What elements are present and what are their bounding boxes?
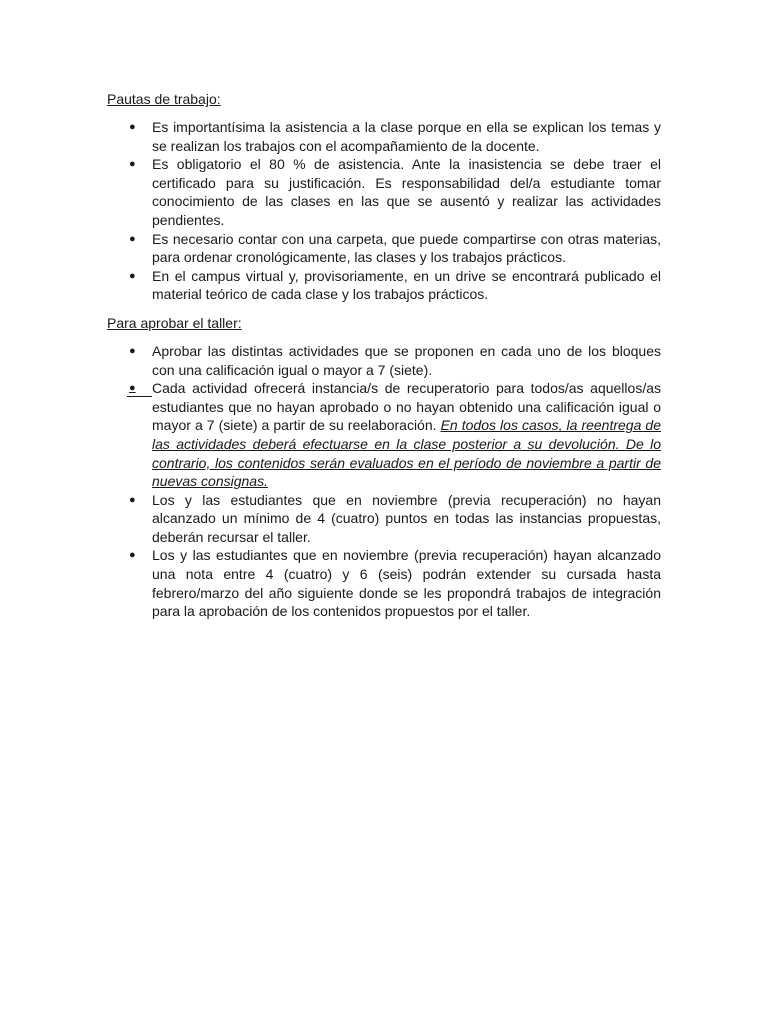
list-item-text: Los y las estudiantes que en noviembre (previa recuperación) hayan alcanzado una nota entre 4 (cuatro) y 6 (seis) podrán extender su cursada hasta febrero/marzo del año siguiente donde se les propondrá trabajos de integración para la aprobación de los contenidos propuestos por el taller. [152, 547, 661, 620]
list-item-text: Es importantísima la asistencia a la clase porque en ella se explican los temas y se realizan los trabajos con el acompañamiento de la docente. [152, 119, 661, 154]
pautas-list [107, 118, 661, 304]
list-item [107, 491, 661, 547]
list-item [107, 118, 661, 155]
bullet-icon: ● [129, 158, 136, 171]
aprobar-list [107, 342, 661, 621]
section-heading-aprobar: Para aprobar el taller: [107, 314, 242, 331]
list-item-text: Aprobar las distintas actividades que se proponen en cada uno de los bloques con una calificación igual o mayor a 7 (siete). [152, 342, 661, 378]
list-item-text: Es obligatorio el 80 % de asistencia. Ante la inasistencia se debe traer el certificado para su justificación. Es responsabilidad del/a estudiante tomar conocimiento de las clases en las que se ausentó y realizar las actividades pendientes. [152, 156, 661, 228]
list-item [107, 267, 661, 304]
list-item [107, 546, 661, 620]
document-page [107, 90, 661, 621]
bullet-icon: ● [129, 493, 136, 506]
section-heading-pautas: Pautas de trabajo: [107, 91, 221, 107]
list-item-text: Cada actividad ofrecerá instancia/s de recuperatorio para todos/as aquellos/as estudiantes que no hayan aprobado o no hayan obtenido una calificación igual o mayor a 7 (siete) a partir de su reelaboración. [152, 380, 661, 434]
emphasis-text: En todos los casos, la reentrega de las actividades deberá efectuarse en la clase posterior a su devolución. De lo contrario, los contenidos serán evaluados en el período de noviembre a partir de nuevas consignas. [152, 417, 662, 490]
list-item [107, 230, 661, 267]
bullet-icon: ● [129, 549, 136, 562]
bullet-icon: ● [129, 344, 136, 357]
bullet-icon: ● [129, 269, 136, 282]
list-item-text: Los y las estudiantes que en noviembre (previa recuperación) no hayan alcanzado un mínimo de 4 (cuatro) puntos en todas las instancias propuestas, deberán recursar el taller. [152, 491, 661, 545]
list-item [107, 379, 661, 491]
list-item [107, 155, 661, 229]
list-item [107, 342, 661, 379]
bullet-icon: ● [129, 379, 136, 398]
list-item-text: Es necesario contar con una carpeta, que puede compartirse con otras materias, para ordenar cronológicamente, las clases y los trabajos prácticos. [152, 230, 661, 266]
bullet-icon: ● [129, 121, 136, 133]
list-item-text: En el campus virtual y, provisoriamente, en un drive se encontrará publicado el material teórico de cada clase y los trabajos prácticos. [152, 267, 661, 303]
bullet-icon: ● [129, 232, 136, 245]
